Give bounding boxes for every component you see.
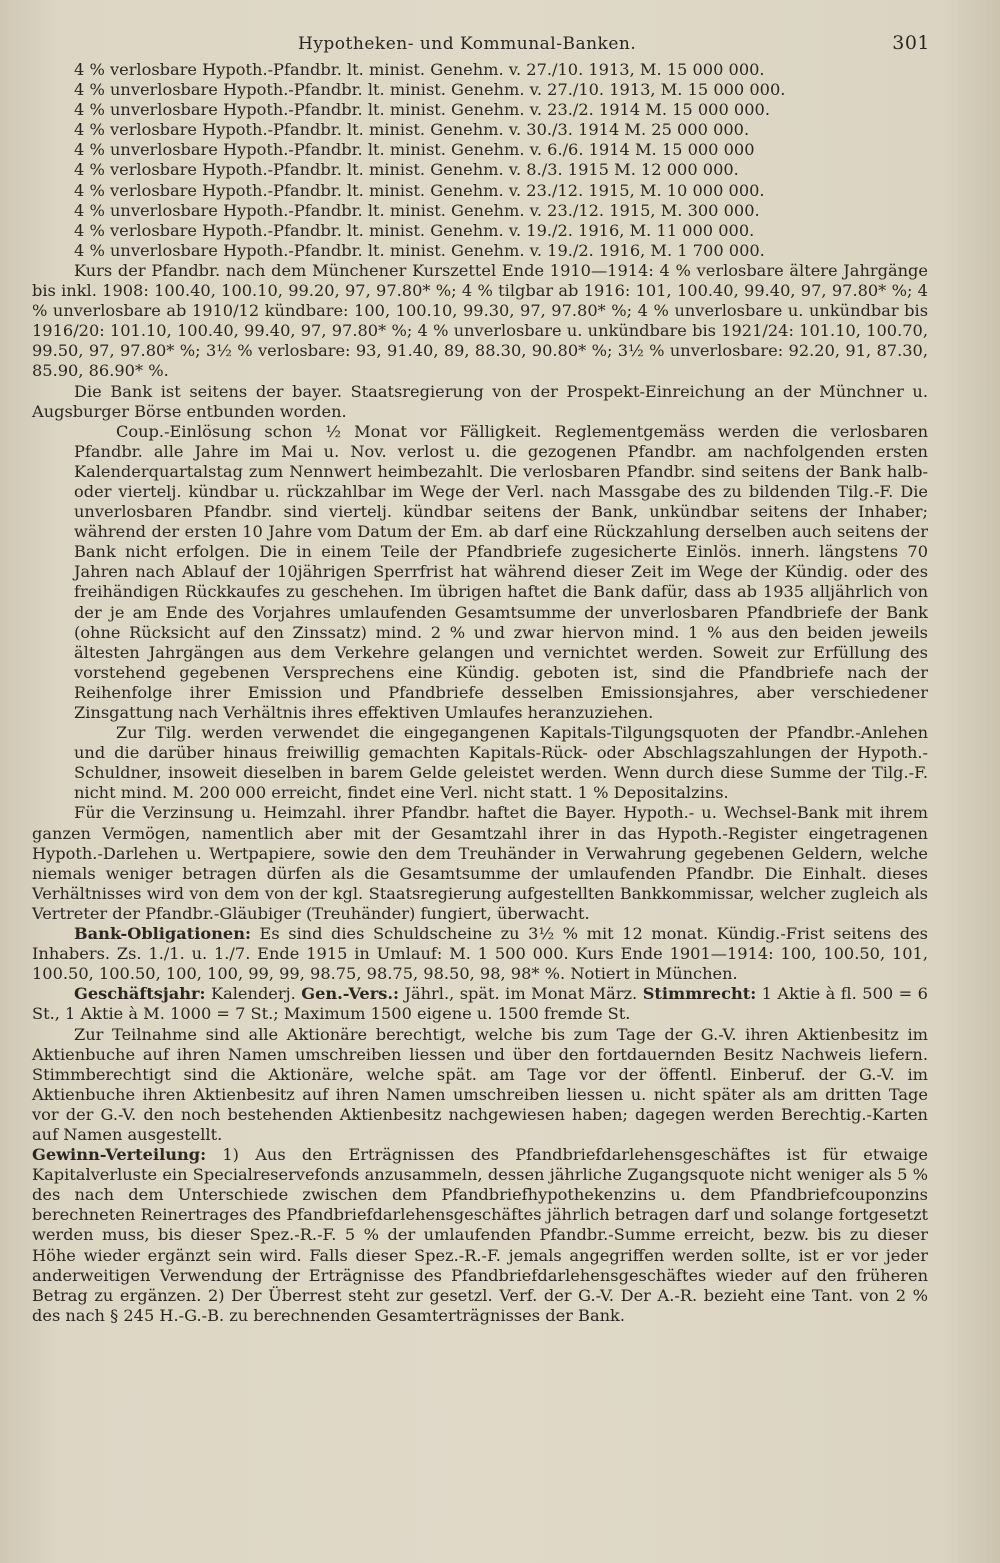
page-number: 301 xyxy=(892,32,930,54)
bond-line: 4 % unverlosbare Hypoth.-Pfandbr. lt. minist. Genehm. v. 27./10. 1913, M. 15 000 000. xyxy=(74,80,786,100)
bond-line: 4 % verlosbare Hypoth.-Pfandbr. lt. minist. Genehm. v. 23./12. 1915, M. 10 000 000. xyxy=(74,180,765,200)
gen-vers-text: Jährl., spät. im Monat März. xyxy=(404,984,638,1004)
geschaeftsjahr-text: Kalenderj. xyxy=(211,984,296,1004)
bond-line: 4 % verlosbare Hypoth.-Pfandbr. lt. minist. Genehm. v. 27./10. 1913, M. 15 000 000. xyxy=(74,60,765,79)
gen-vers-label: Gen.-Vers.: xyxy=(301,984,399,1004)
bond-line: 4 % verlosbare Hypoth.-Pfandbr. lt. minist. Genehm. v. 8./3. 1915 M. 12 000 000. xyxy=(74,160,739,180)
bond-line: 4 % unverlosbare Hypoth.-Pfandbr. lt. minist. Genehm. v. 23./2. 1914 M. 15 000 000. xyxy=(74,100,770,120)
gewinn-verteilung-label: Gewinn-Verteilung: xyxy=(32,1145,207,1165)
bond-line: 4 % verlosbare Hypoth.-Pfandbr. lt. minist. Genehm. v. 19./2. 1916, M. 11 000 000. xyxy=(74,220,755,240)
bond-list xyxy=(32,60,928,261)
befreiung-paragraph: Die Bank ist seitens der bayer. Staatsregierung von der Prospekt-Einreichung an der Münchner u. Augsburger Börse entbunden worden. xyxy=(32,381,928,421)
page-body xyxy=(32,60,928,1326)
bank-obligationen-paragraph xyxy=(32,924,928,984)
gewinn-verteilung-text: 1) Aus den Erträgnissen des Pfandbriefdarlehensgeschäftes ist für etwaige Kapitalverluste ein Specialreservefonds anzusammeln, dessen jährliche Zugangsquote nicht weniger als 5 % des nach dem Unterschiede zwischen dem Pfandbriefhypothekenzins u. dem Pfandbriefcouponzins berechneten Reinertrages des Pfandbriefdarlehensgeschäftes jährlich betragen darf und solange fortgesetzt werden muss, bis dieser Spez.-R.-F. 5 % der umlaufenden Pfandbr.-Summe erreicht, bezw. bis zu dieser Höhe wieder ergänzt sein wird. Falls dieser Spez.-R.-F. jemals angegriffen werden sollte, ist er vor jeder anderweitigen Verwendung der Erträgnisse des Pfandbriefdarlehensgeschäftes wieder auf den früheren Betrag zu ergänzen. 2) Der Überrest steht zur gesetzl. Verf. der G.-V. Der A.-R. bezieht eine Tant. von 2 % des nach § 245 H.-G.-B. zu berechnenden Gesamterträgnisses der Bank. xyxy=(32,1145,928,1325)
verzinsung-paragraph: Für die Verzinsung u. Heimzahl. ihrer Pfandbr. haftet die Bayer. Hypoth.- u. Wechsel-Bank mit ihrem ganzen Vermögen, namentlich aber mit der Gesamtzahl ihrer in das Hypoth.-Register eingetragenen Hypoth.-Darlehen u. Wertpapiere, sowie den dem Treuhänder in Verwahrung gegebenen Geldern, welche niemals weniger betragen dürfen als die Gesamtsumme der umlaufenden Pfandbr. Die Einhalt. dieses Verhältnisses wird von dem von der kgl. Staatsregierung aufgestellten Bankkommissar, welcher zugleich als Vertreter der Pfandbr.-Gläubiger (Treuhänder) fungiert, überwacht. xyxy=(32,803,928,923)
bank-obligationen-text: Es sind dies Schuldscheine zu 3½ % mit 12 monat. Kündig.-Frist seitens des Inhabers. Zs. 1./1. u. 1./7. Ende 1915 in Umlauf: M. 1 500 000. Kurs Ende 1901—1914: 100, 100.50, 101, 100.50, 100.50, 100, 100, 99, 99, 98.75, 98.75, 98.50, 98, 98* %. Notiert in München. xyxy=(32,924,928,984)
gewinn-verteilung-paragraph xyxy=(32,1145,928,1326)
bond-line: 4 % unverlosbare Hypoth.-Pfandbr. lt. minist. Genehm. v. 23./12. 1915, M. 300 000. xyxy=(74,200,760,220)
tilgung-paragraph: Zur Tilg. werden verwendet die eingegangenen Kapitals-Tilgungsquoten der Pfandbr.-Anlehen und die darüber hinaus freiwillig gemachten Kapitals-Rück- oder Abschlagszahlungen der Hypoth.-Schuldner, insoweit dieselben in barem Gelde geleistet werden. Wenn durch diese Summe der Tilg.-F. nicht mind. M. 200 000 erreicht, findet eine Verl. nicht statt. 1 % Depositalzins. xyxy=(74,723,928,803)
bond-line: 4 % unverlosbare Hypoth.-Pfandbr. lt. minist. Genehm. v. 6./6. 1914 M. 15 000 000 xyxy=(74,140,755,160)
kurs-paragraph: Kurs der Pfandbr. nach dem Münchener Kurszettel Ende 1910—1914: 4 % verlosbare ältere Jahrgänge bis inkl. 1908: 100.40, 100.10, 99.20, 97, 97.80* %; 4 % tilgbar ab 1916: 101, 100.40, 99.40, 97, 97.80* %; 4 % unverlosbare ab 1910/12 kündbare: 100, 100.10, 99.30, 97, 97.80* %; 4 % unverlosbare u. unkündbar bis 1916/20: 101.10, 100.40, 99.40, 97, 97.80* %; 4 % unverlosbare u. unkündbare bis 1921/24: 101.10, 100.70, 99.50, 97, 97.80* %; 3½ % verlosbare: 93, 91.40, 89, 88.30, 90.80* %; 3½ % unverlosbare: 92.20, 91, 87.30, 85.90, 86.90* %. xyxy=(32,260,928,381)
running-title: Hypotheken- und Kommunal-Banken. xyxy=(298,34,637,54)
coupon-paragraph: Coup.-Einlösung schon ½ Monat vor Fälligkeit. Reglementgemäss werden die verlosbaren Pfandbr. alle Jahre im Mai u. Nov. verlost u. die gezogenen Pfandbr. am nachfolgenden ersten Kalenderquartalstag zum Nennwert heimbezahlt. Die verlosbaren Pfandbr. sind seitens der Bank halb- oder viertelj. kündbar u. rückzahlbar im Wege der Verl. nach Massgabe des zu bildenden Tilg.-F. Die unverlosbaren Pfandbr. sind viertelj. kündbar seitens der Bank, unkündbar seitens der Inhaber; während der ersten 10 Jahre vom Datum der Em. ab darf eine Rückzahlung derselben auch seitens der Bank nicht erfolgen. Die in einem Teile der Pfandbriefe zugesicherte Einlös. innerh. längstens 70 Jahren nach Ablauf der 10jährigen Sperrfrist hat während dieser Zeit im Wege der Kündig. oder des freihändigen Rückkaufes zu geschehen. Im übrigen haftet die Bank dafür, dass ab 1935 alljährlich von der je am Ende des Vorjahres umlaufenden Gesamtsumme der unverlosbaren Pfandbriefe der Bank (ohne Rücksicht auf den Zinssatz) mind. 2 % und zwar hiervon mind. 1 % aus den beiden jeweils ältesten Jahrgängen aus dem Verkehre gelangen und vernichtet werden. Soweit zur Erfüllung des vorstehend gegebenen Versprechens eine Kündig. geboten ist, sind die Pfandbriefe nach der Reihenfolge ihrer Emission und Pfandbriefe desselben Emissionsjahres, aber verschiedener Zinsgattung nach Verhältnis ihres effektiven Umlaufes heranzuziehen. xyxy=(74,421,928,722)
teilnahme-paragraph: Zur Teilnahme sind alle Aktionäre berechtigt, welche bis zum Tage der G.-V. ihren Aktienbesitz im Aktienbuche auf ihren Namen umschreiben liessen und über den fortdauernden Besitz Nachweis liefern. Stimmberechtigt sind die Aktionäre, welche spät. am Tage vor der öffentl. Einberuf. der G.-V. im Aktienbuche ihren Aktienbesitz auf ihren Namen umschreiben liessen u. nicht später als am dritten Tage vor der G.-V. den noch bestehenden Aktienbesitz nachgewiesen haben; dagegen werden Berechtig.-Karten auf Namen ausgestellt. xyxy=(32,1024,928,1144)
bond-line: 4 % verlosbare Hypoth.-Pfandbr. lt. minist. Genehm. v. 30./3. 1914 M. 25 000 000. xyxy=(74,120,750,140)
page-header xyxy=(32,28,928,60)
geschaeftsjahr-label: Geschäftsjahr: xyxy=(74,984,206,1004)
bank-obligationen-label: Bank-Obligationen: xyxy=(74,924,251,944)
stimmrecht-label: Stimmrecht: xyxy=(642,984,757,1004)
bond-line: 4 % unverlosbare Hypoth.-Pfandbr. lt. minist. Genehm. v. 19./2. 1916, M. 1 700 000. xyxy=(74,240,765,260)
geschaeftsjahr-paragraph xyxy=(32,984,928,1024)
stimmrecht-text: 1 Aktie à fl. 500 = 6 St., 1 Aktie à M. 1000 = 7 St.; Maximum 1500 eigene u. 1500 fremde St. xyxy=(32,984,928,1024)
